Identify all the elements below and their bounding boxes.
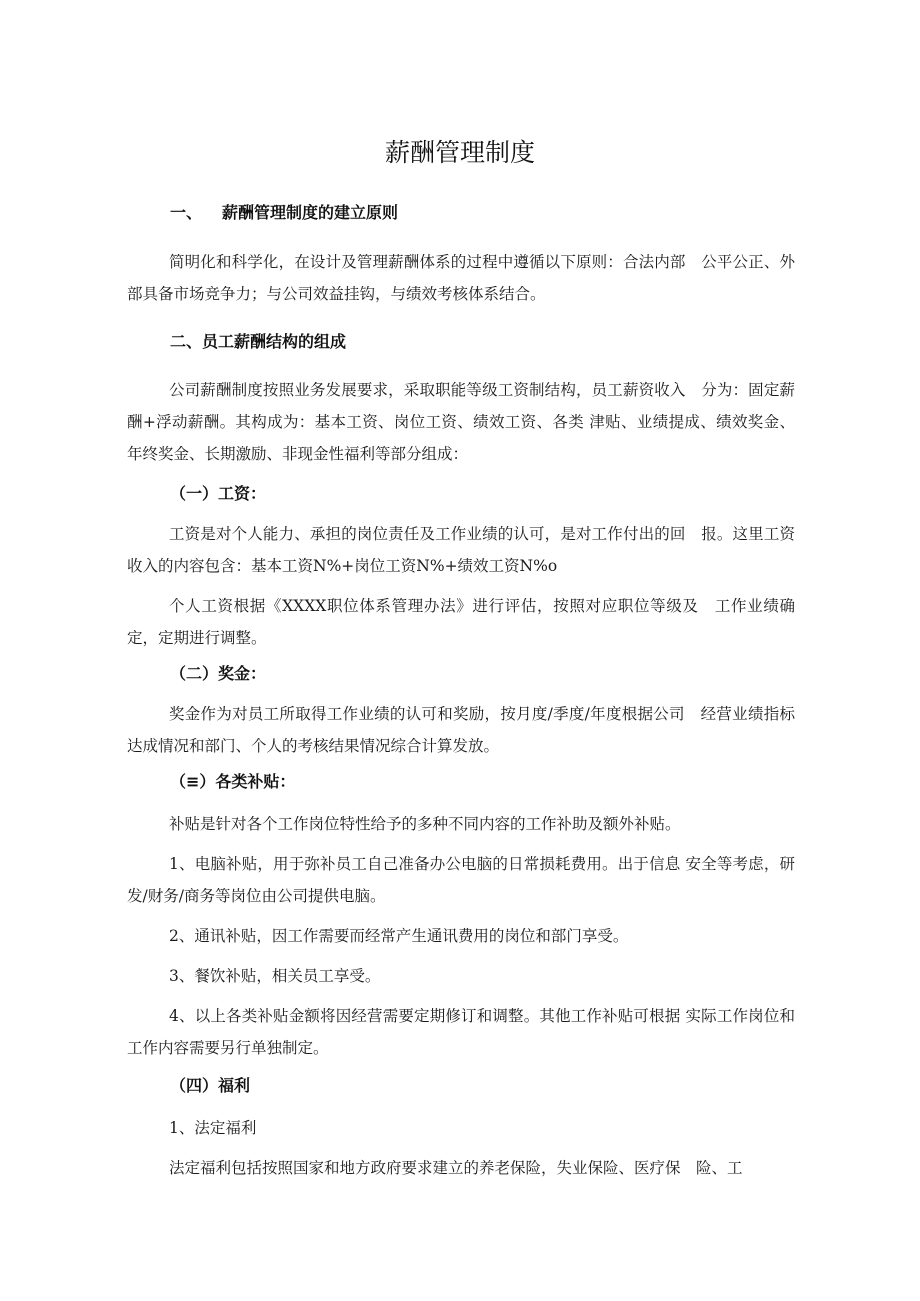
allowance-intro: 补贴是针对各个工作岗位特性给予的多种不同内容的工作补助及额外补贴。 [169, 815, 681, 833]
allowance-heading: （≡）各类补贴： [170, 772, 296, 791]
wage-heading: （一）工资： [170, 484, 267, 503]
allowance-item-4: 4、以上各类补贴金额将因经营需要定期修订和调整。其他工作补贴可根据 实际工作岗位和工作内容需要另行单独制定。 [127, 1007, 795, 1057]
bonus-paragraph: 奖金作为对员工所取得工作业绩的认可和奖励，按月度/季度/年度根据公司 经营业绩指标达成情况和部门、个人的考核结果情况综合计算发放。 [127, 705, 795, 755]
section1-heading [170, 201, 398, 225]
section2-heading: 二、员工薪酬结构的组成 [170, 332, 347, 351]
allowance-item-3: 3、餐饮补贴，相关员工享受。 [169, 967, 381, 985]
page-title: 薪酬管理制度 [384, 138, 535, 167]
allowance-item-2: 2、通讯补贴，因工作需要而经常产生通讯费用的岗位和部门享受。 [169, 927, 629, 945]
welfare-heading: （四）福利 [170, 1076, 251, 1095]
wage-paragraph-2: 个人工资根据《XXXX职位体系管理办法》进行评估，按照对应职位等级及 工作业绩确定，定期进行调整。 [127, 597, 795, 647]
section1-heading-text: 薪酬管理制度的建立原则 [222, 203, 399, 222]
section2-paragraph: 公司薪酬制度按照业务发展要求，采取职能等级工资制结构，员工薪资收入 分为：固定薪酬+浮动薪酬。其构成为：基本工资、岗位工资、绩效工资、各类 津贴、业绩提成、绩效奖金、年终奖金、长期激励、非现金性福利等部分组成： [127, 381, 795, 463]
welfare-paragraph: 法定福利包括按照国家和地方政府要求建立的养老保险，失业保险、医疗保 险、工 [169, 1159, 743, 1177]
welfare-sub-heading-1: 1、法定福利 [169, 1119, 257, 1137]
wage-paragraph-1: 工资是对个人能力、承担的岗位责任及工作业绩的认可，是对工作付出的回 报。这里工资收入的内容包含：基本工资N%+岗位工资N%+绩效工资N%o [127, 525, 795, 575]
allowance-item-1: 1、电脑补贴，用于弥补员工自己准备办公电脑的日常损耗费用。出于信息 安全等考虑，研发/财务/商务等岗位由公司提供电脑。 [127, 855, 795, 905]
bonus-heading: （二）奖金： [170, 664, 267, 683]
section1-number: 一、 [170, 203, 203, 222]
section1-paragraph: 简明化和科学化，在设计及管理薪酬体系的过程中遵循以下原则：合法内部 公平公正、外部具备市场竞争力；与公司效益挂钩，与绩效考核体系结合。 [127, 253, 795, 303]
